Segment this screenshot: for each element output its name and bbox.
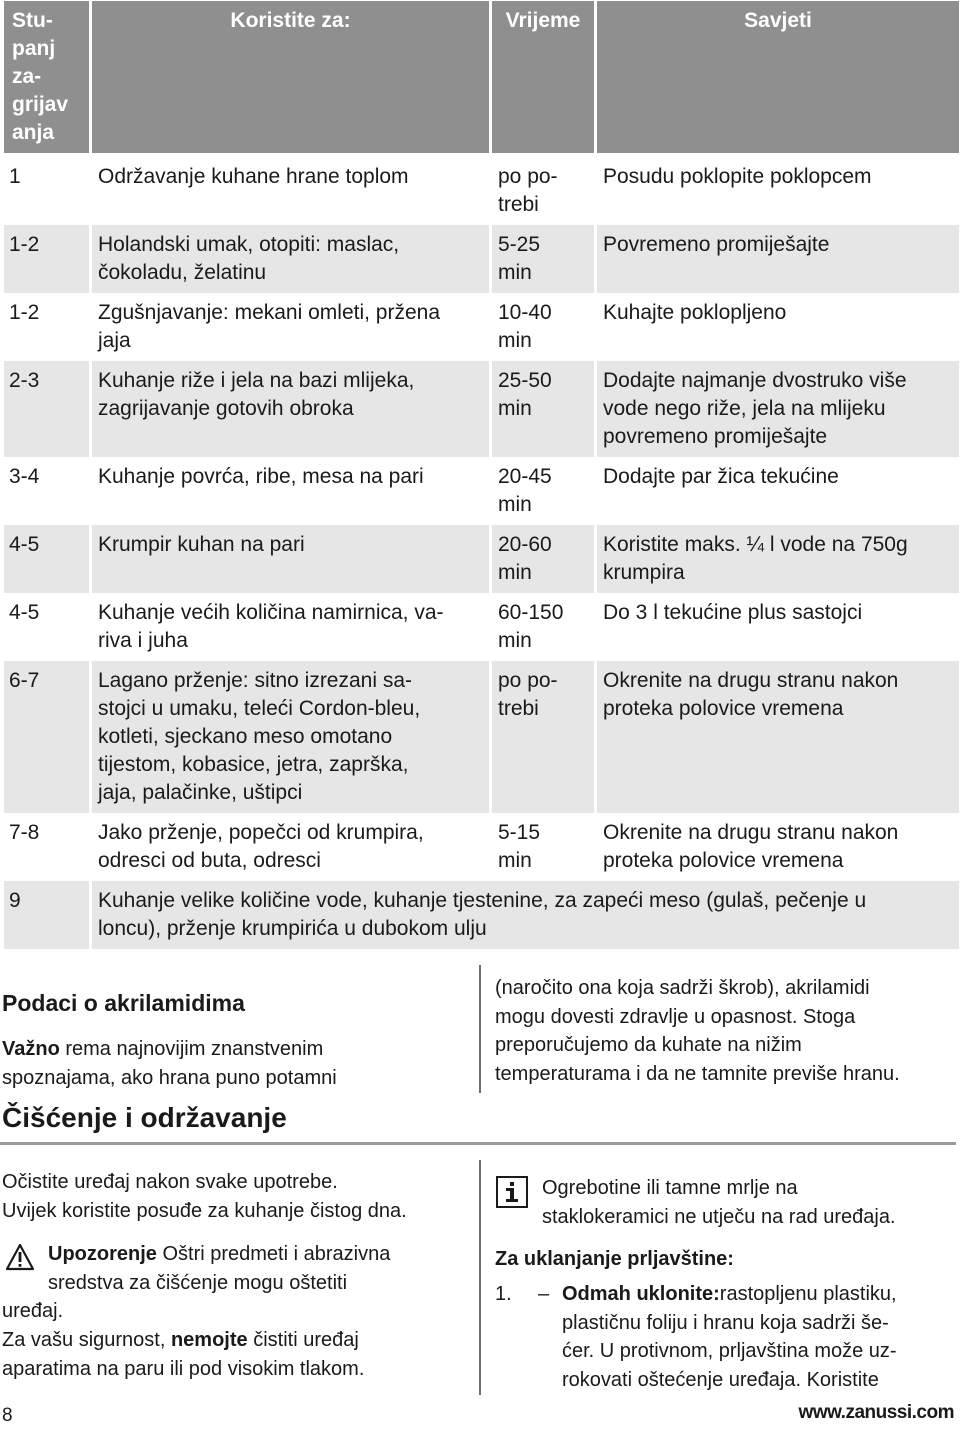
cell-use: Zgušnjavanje: mekani omleti, pržena jaja xyxy=(98,301,441,352)
column-divider xyxy=(479,1160,481,1395)
cell-level: 1 xyxy=(9,165,21,188)
cell-use: Krumpir kuhan na pari xyxy=(92,525,489,593)
warning-text xyxy=(48,1240,478,1297)
acrylamide-left-body: rema najnovijim znanstvenim spoznajama, ako hrana puno potamni xyxy=(2,1038,337,1089)
cell-level: 7-8 xyxy=(9,821,40,844)
removal-heading: Za uklanjanje prljavštine: xyxy=(495,1248,734,1270)
heat-settings-table xyxy=(1,1,960,949)
cell-use: Kuhanje većih količina namirnica, va- riva i juha xyxy=(98,601,444,652)
warning-triangle-icon xyxy=(5,1243,35,1271)
cell-use: Kuhanje povrća, ribe, mesa na pari xyxy=(98,465,424,488)
cell-use: Kuhanje velike količine vode, kuhanje tjestenine, za zapeći meso (gulaš, pečenje u loncu), prženje krumpirića u dubokom ulju xyxy=(92,881,959,949)
step-number: 1. xyxy=(495,1283,512,1305)
cell-level: 4-5 xyxy=(4,525,89,593)
cell-tips: Kuhajte poklopljeno xyxy=(603,301,787,324)
header-tips: Savjeti xyxy=(597,1,959,153)
cell-tips: Do 3 l tekućine plus sastojci xyxy=(603,601,863,624)
cell-tips: Okrenite na drugu stranu nakon proteka polovice vremena xyxy=(603,821,899,872)
section-rule xyxy=(0,1142,956,1145)
header-use-for: Koristite za: xyxy=(92,1,489,153)
table-header-row xyxy=(4,1,959,153)
table-row xyxy=(4,661,959,813)
cleaning-intro: Očistite uređaj nakon svake upotrebe. Uvijek koristite posuđe za kuhanje čistog dna. xyxy=(2,1171,407,1222)
warning-text-end: uređaj. xyxy=(2,1300,64,1322)
cell-level: 1-2 xyxy=(4,225,89,293)
cell-tips: Koristite maks. ¼ l vode na 750g krumpira xyxy=(597,525,959,593)
warning-body: Oštri predmeti i abrazivna sredstva za čišćenje mogu oštetiti xyxy=(48,1243,391,1294)
cell-time: 20-45 min xyxy=(498,465,552,516)
step-bold: Odmah uklonite: xyxy=(562,1283,720,1305)
acrylamide-text-left xyxy=(2,1035,472,1092)
cell-level: 9 xyxy=(4,881,89,949)
cell-use: Jako prženje, popečci od krumpira, odresci od buta, odresci xyxy=(98,821,424,872)
table-row xyxy=(4,153,959,225)
cell-time: 5-15 min xyxy=(498,821,541,872)
cell-time: 60-150 min xyxy=(498,601,564,652)
cell-level: 6-7 xyxy=(4,661,89,813)
acrylamide-text-right: (naročito ona koja sadrži škrob), akrilamidi mogu dovesti zdravlje u opasnost. Stoga preporučujemo da kuhate na nižim temperaturama i da ne tamnite previše hranu. xyxy=(495,977,900,1085)
cell-time: 10-40 min xyxy=(498,301,552,352)
cell-use: Lagano prženje: sitno izrezani sa- stojci u umaku, teleći Cordon-bleu, kotleti, sjeckano meso omotano tijestom, kobasice, jetra, zaprška, jaja, palačinke, uštipci xyxy=(92,661,489,813)
cell-level: 1-2 xyxy=(9,301,40,324)
cell-tips: Dodajte najmanje dvostruko više vode nego riže, jela na mlijeku povremeno promiješajte xyxy=(597,361,959,457)
info-icon xyxy=(496,1176,528,1208)
column-divider xyxy=(479,965,481,1093)
cell-tips: Dodajte par žica tekućine xyxy=(603,465,839,488)
cell-tips: Okrenite na drugu stranu nakon proteka polovice vremena xyxy=(597,661,959,813)
table-row xyxy=(4,293,959,361)
cell-use: Održavanje kuhane hrane toplom xyxy=(98,165,409,188)
safety-after: čistiti uređaj aparatima na paru ili pod visokim tlakom. xyxy=(2,1329,365,1380)
table-row xyxy=(4,593,959,661)
important-label: Važno xyxy=(2,1038,60,1060)
step-dash: – xyxy=(538,1283,550,1305)
table-row xyxy=(4,457,959,525)
cell-time: po po- trebi xyxy=(498,165,558,216)
table-row xyxy=(4,813,959,881)
info-text: Ogrebotine ili tamne mrlje na staklokeramici ne utječu na rad uređaja. xyxy=(542,1177,896,1228)
page-number: 8 xyxy=(2,1405,13,1426)
safety-text xyxy=(2,1326,477,1383)
website-link[interactable]: www.zanussi.com xyxy=(798,1402,954,1423)
cell-use: Holandski umak, otopiti: maslac, čokoladu, želatinu xyxy=(92,225,489,293)
safety-bold: nemojte xyxy=(170,1329,248,1351)
table-row xyxy=(4,225,959,293)
cell-tips: Posudu poklopite poklopcem xyxy=(603,165,872,188)
step-text xyxy=(562,1280,957,1394)
cell-level: 3-4 xyxy=(9,465,40,488)
warning-label: Upozorenje xyxy=(48,1243,157,1265)
cell-time: 5-25 min xyxy=(492,225,594,293)
table-row xyxy=(4,881,959,949)
cell-time: 25-50 min xyxy=(492,361,594,457)
cell-level: 4-5 xyxy=(9,601,40,624)
table-row xyxy=(4,525,959,593)
cell-level: 2-3 xyxy=(4,361,89,457)
acrylamide-heading: Podaci o akrilamidima xyxy=(2,990,245,1016)
header-heat-level: Stu- panj za- grijav anja xyxy=(4,1,89,153)
cell-time: po po- trebi xyxy=(492,661,594,813)
header-time: Vrijeme xyxy=(492,1,594,153)
table-row xyxy=(4,361,959,457)
cell-tips: Povremeno promiješajte xyxy=(597,225,959,293)
cell-use: Kuhanje riže i jela na bazi mlijeka, zagrijavanje gotovih obroka xyxy=(92,361,489,457)
cleaning-heading: Čišćenje i održavanje xyxy=(2,1102,287,1133)
step-body: rastopljenu plastiku, plastičnu foliju i hranu koja sadrži še- ćer. U protivnom, prljavština može uz- rokovati oštećenje uređaja. Koristite xyxy=(562,1283,897,1391)
safety-before: Za vašu sigurnost, xyxy=(2,1329,171,1351)
cell-time: 20-60 min xyxy=(492,525,594,593)
